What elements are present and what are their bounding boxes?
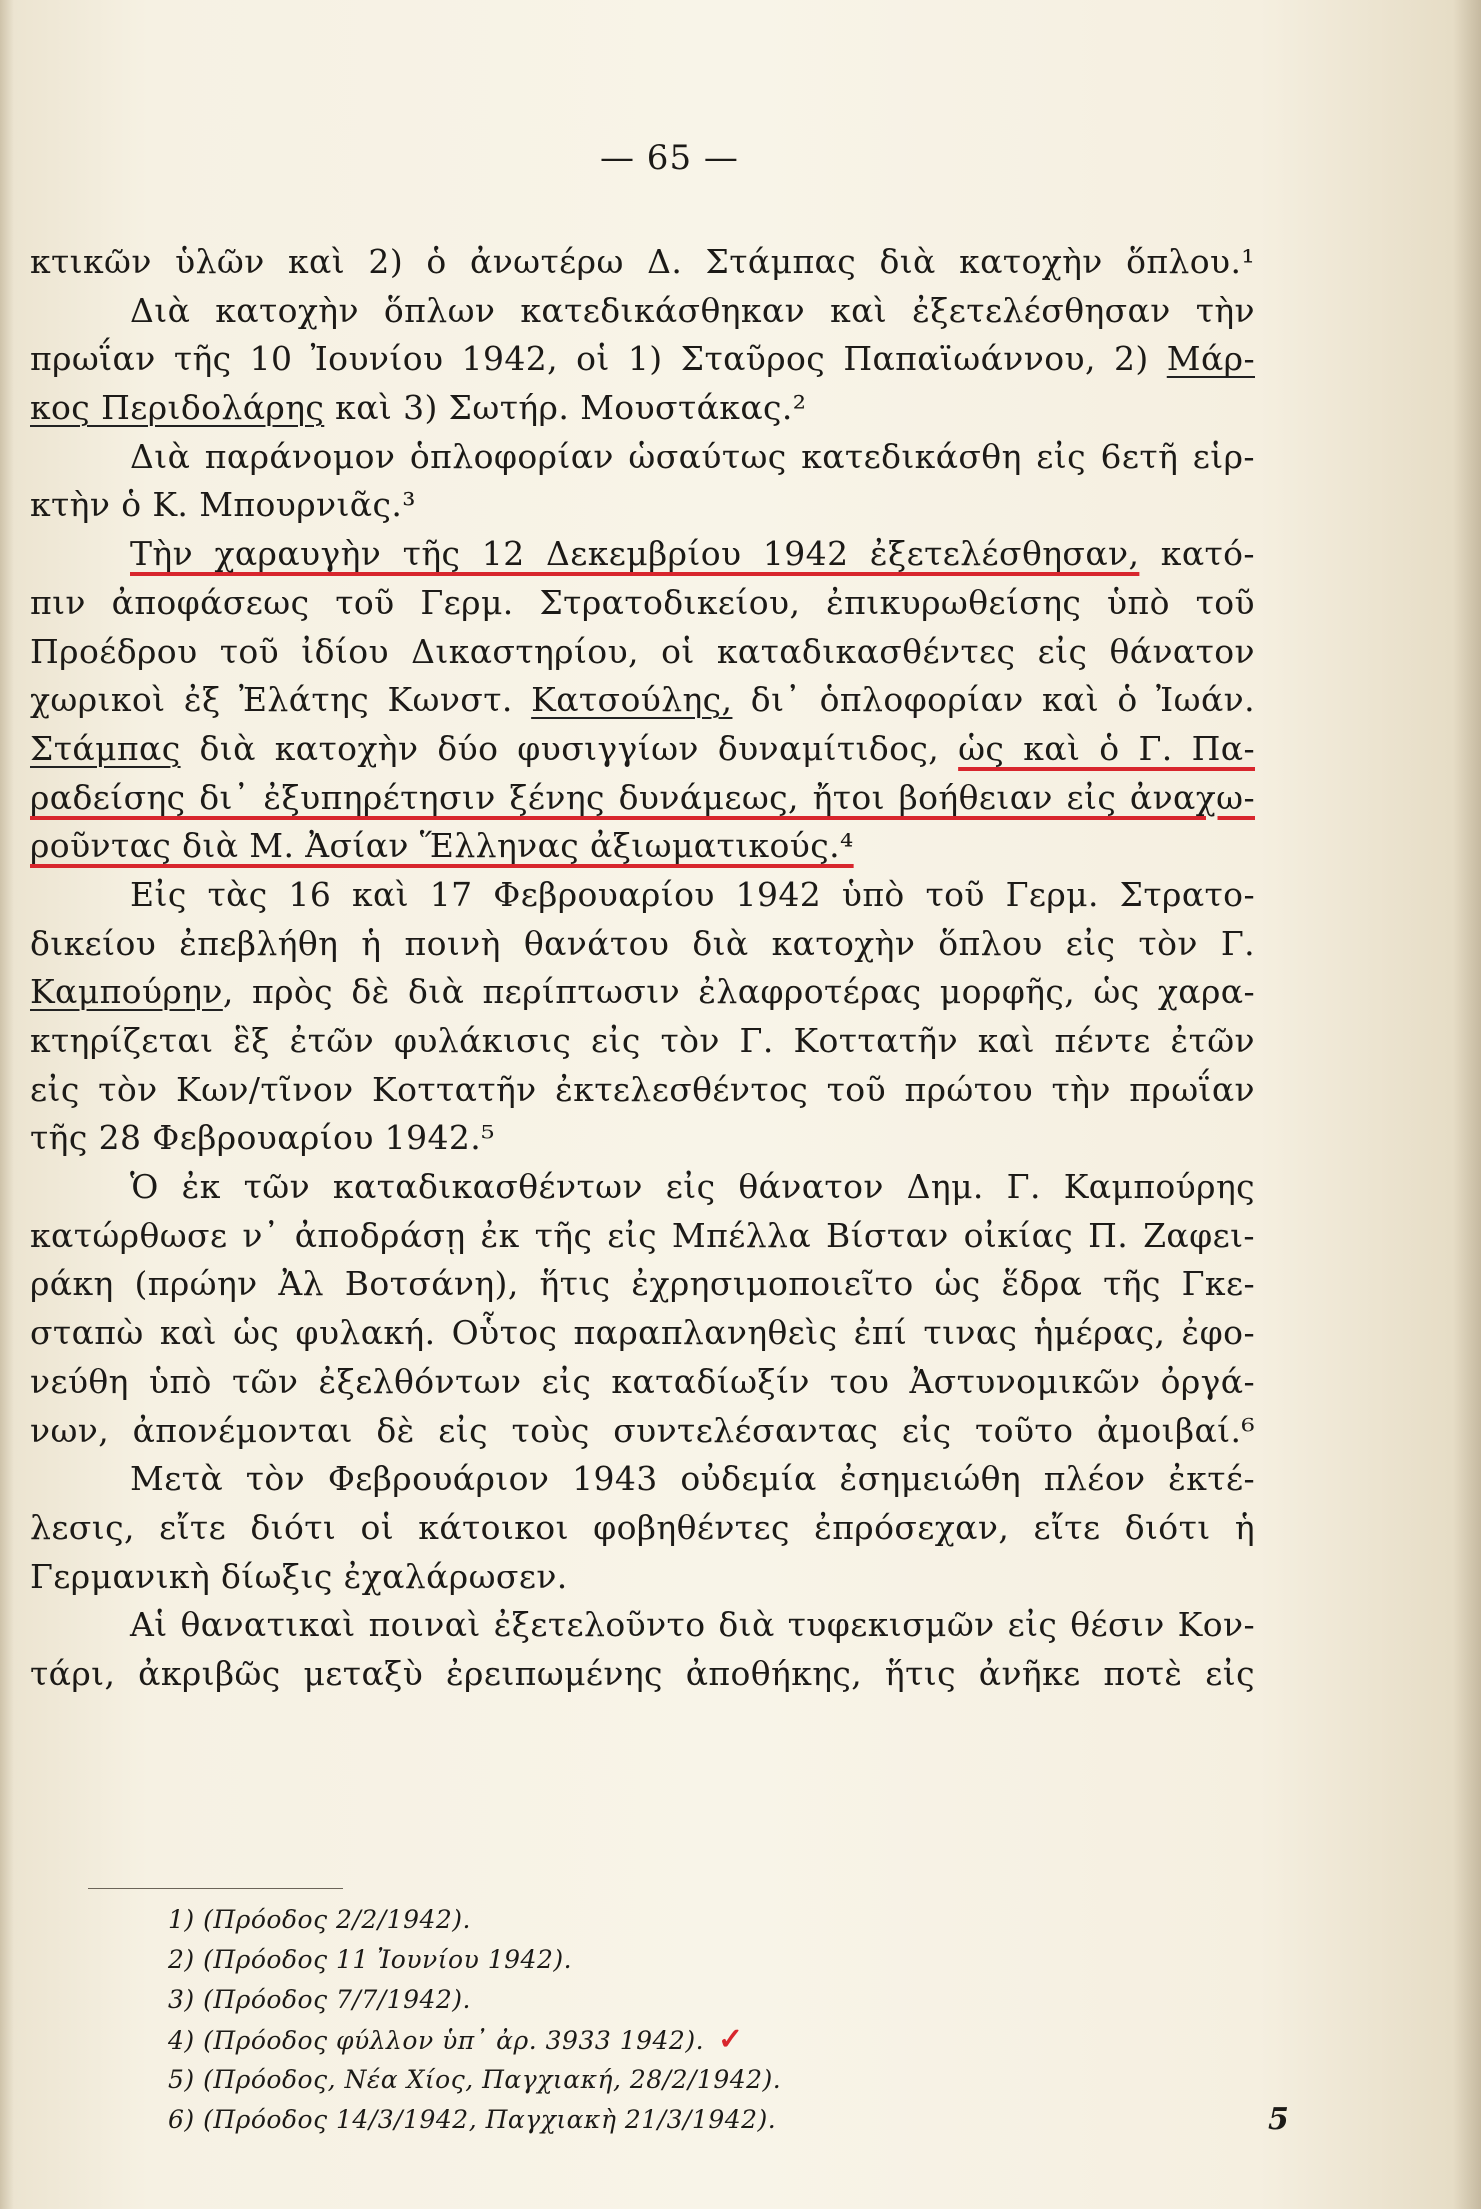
- text-line: Διὰ κατοχὴν ὅπλων κατεδικάσθηκαν καὶ ἐξετελέσθησαν τὴν: [130, 290, 1255, 330]
- page-right-edge-shadow: [1453, 0, 1481, 2209]
- text-line: κτικῶν ὑλῶν καὶ 2) ὁ ἀνωτέρω Δ. Στάμπας διὰ κατοχὴν ὅπλου.¹: [30, 242, 1255, 281]
- text-line: χωρικοὶ ἐξ Ἐλάτης Κωνστ. Κατσούλης, δι᾽ ὁπλοφορίαν καὶ ὁ Ἰωάν.: [30, 680, 1255, 720]
- text-line: [30, 774, 1255, 823]
- red-check-icon: ✓: [718, 2022, 744, 2057]
- text-line: τῆς 28 Φεβρουαρίου 1942.⁵: [30, 1118, 495, 1158]
- red-highlight: ραδείσης δι᾽ ἐξυπηρέτησιν ξένης δυνάμεως, ἤτοι βοήθειαν εἰς ἀναχω-: [30, 777, 1255, 817]
- text-line: νεύθη ὑπὸ τῶν ἐξελθόντων εἰς καταδίωξίν του Ἀστυνομικῶν ὀργά-: [30, 1361, 1255, 1401]
- text-line: Αἱ θανατικαὶ ποιναὶ ἐξετελοῦντο διὰ τυφεκισμῶν εἰς θέσιν Κον-: [130, 1605, 1255, 1645]
- text-line: κτὴν ὁ Κ. Μπουρνιᾶς.³: [30, 485, 416, 525]
- page-left-edge-shadow: [0, 0, 14, 2209]
- footnote: 5) (Πρόοδος, Νέα Χίος, Παγχιακή, 28/2/1942).: [168, 2065, 782, 2094]
- footnote: 6) (Πρόοδος 14/3/1942, Παγχιακὴ 21/3/1942).: [168, 2105, 777, 2134]
- text-line: Ὁ ἐκ τῶν καταδικασθέντων εἰς θάνατον Δημ. Γ. Καμπούρης: [130, 1167, 1255, 1207]
- text-line: ράκη (πρώην Ἀλ Βοτσάνη), ἥτις ἐχρησιμοποιεῖτο ὡς ἕδρα τῆς Γκε-: [30, 1264, 1255, 1304]
- text-line: τάρι, ἀκριβῶς μεταξὺ ἐρειπωμένης ἀποθήκης, ἥτις ἀνῆκε ποτὲ εἰς: [30, 1653, 1255, 1693]
- text-line: Διὰ παράνομον ὁπλοφορίαν ὡσαύτως κατεδικάσθη εἰς 6ετῆ εἱρ-: [130, 436, 1255, 476]
- text-line: σταπὼ καὶ ὡς φυλακή. Οὗτος παραπλανηθεὶς ἐπί τινας ἡμέρας, ἐφο-: [30, 1313, 1255, 1353]
- underlined-name: Κατσούλης,: [531, 680, 733, 720]
- text-line: πρωΐαν τῆς 10 Ἰουνίου 1942, οἱ 1) Σταῦρος Παπαϊωάννου, 2) Μάρ-: [30, 339, 1255, 379]
- text-line: δικείου ἐπεβλήθη ἡ ποινὴ θανάτου διὰ κατοχὴν ὅπλου εἰς τὸν Γ.: [30, 923, 1255, 963]
- underlined-name: κος Περιδολάρης: [30, 388, 325, 428]
- underlined-name: Μάρ-: [1166, 339, 1255, 379]
- footnote: 3) (Πρόοδος 7/7/1942).: [168, 1985, 471, 2014]
- text-line: Στάμπας διὰ κατοχὴν δύο φυσιγγίων δυναμίτιδος, ὡς καὶ ὁ Γ. Πα-: [30, 728, 1255, 768]
- text-line: κατώρθωσε ν᾽ ἀποδράσῃ ἐκ τῆς εἰς Μπέλλα Βίσταν οἰκίας Π. Ζαφει-: [30, 1215, 1255, 1255]
- underlined-name: Καμπούρην: [30, 972, 223, 1012]
- red-highlight: ὡς καὶ ὁ Γ. Πα-: [958, 728, 1255, 768]
- footnote-with-check: 4) (Πρόοδος φύλλον ὑπ᾽ ἀρ. 3933 1942). ✓: [168, 2022, 744, 2057]
- text-line: Γερμανικὴ δίωξις ἐχαλάρωσεν.: [30, 1556, 568, 1596]
- text-line: κος Περιδολάρης καὶ 3) Σωτήρ. Μουστάκας.²: [30, 388, 807, 428]
- red-highlight: Τὴν χαραυγὴν τῆς 12 Δεκεμβρίου 1942 ἐξετελέσθησαν,: [130, 534, 1140, 574]
- page-number: — 65 —: [600, 138, 739, 178]
- text-line: νων, ἀπονέμονται δὲ εἰς τοὺς συντελέσαντας εἰς τοῦτο ἀμοιβαί.⁶: [30, 1410, 1255, 1450]
- text-line: Μετὰ τὸν Φεβρουάριον 1943 οὐδεμία ἐσημειώθη πλέον ἐκτέ-: [130, 1459, 1255, 1499]
- text-line: Τὴν χαραυγὴν τῆς 12 Δεκεμβρίου 1942 ἐξετελέσθησαν, κατό-: [130, 534, 1255, 574]
- text-line: λεσις, εἴτε διότι οἱ κάτοικοι φοβηθέντες ἐπρόσεχαν, εἴτε διότι ἡ: [30, 1507, 1255, 1547]
- text-line: Καμπούρην, πρὸς δὲ διὰ περίπτωσιν ἐλαφροτέρας μορφῆς, ὡς χαρα-: [30, 972, 1255, 1012]
- text-line: Προέδρου τοῦ ἰδίου Δικαστηρίου, οἱ καταδικασθέντες εἰς θάνατον: [30, 631, 1255, 671]
- signature-mark: 5: [1268, 2102, 1289, 2137]
- red-highlight: ροῦντας διὰ Μ. Ἀσίαν Ἕλληνας ἀξιωματικούς.⁴: [30, 826, 854, 866]
- footnote: 1) (Πρόοδος 2/2/1942).: [168, 1905, 471, 1934]
- text-line: κτηρίζεται ἓξ ἐτῶν φυλάκισις εἰς τὸν Γ. Κοττατῆν καὶ πέντε ἐτῶν: [30, 1021, 1255, 1060]
- text-line: εἰς τὸν Κων/τῖνον Κοττατῆν ἐκτελεσθέντος τοῦ πρώτου τὴν πρωΐαν: [30, 1069, 1255, 1109]
- underlined-name: Στάμπας: [30, 728, 181, 768]
- text-line: [30, 822, 1255, 871]
- body-text: [30, 238, 1255, 1699]
- text-line: Εἰς τὰς 16 καὶ 17 Φεβρουαρίου 1942 ὑπὸ τοῦ Γερμ. Στρατο-: [130, 874, 1255, 914]
- text-line: πιν ἀποφάσεως τοῦ Γερμ. Στρατοδικείου, ἐπικυρωθείσης ὑπὸ τοῦ: [30, 582, 1255, 622]
- footnote: 2) (Πρόοδος 11 Ἰουνίου 1942).: [168, 1945, 573, 1974]
- footnote-divider: [88, 1888, 343, 1889]
- footnotes: [168, 1900, 948, 2140]
